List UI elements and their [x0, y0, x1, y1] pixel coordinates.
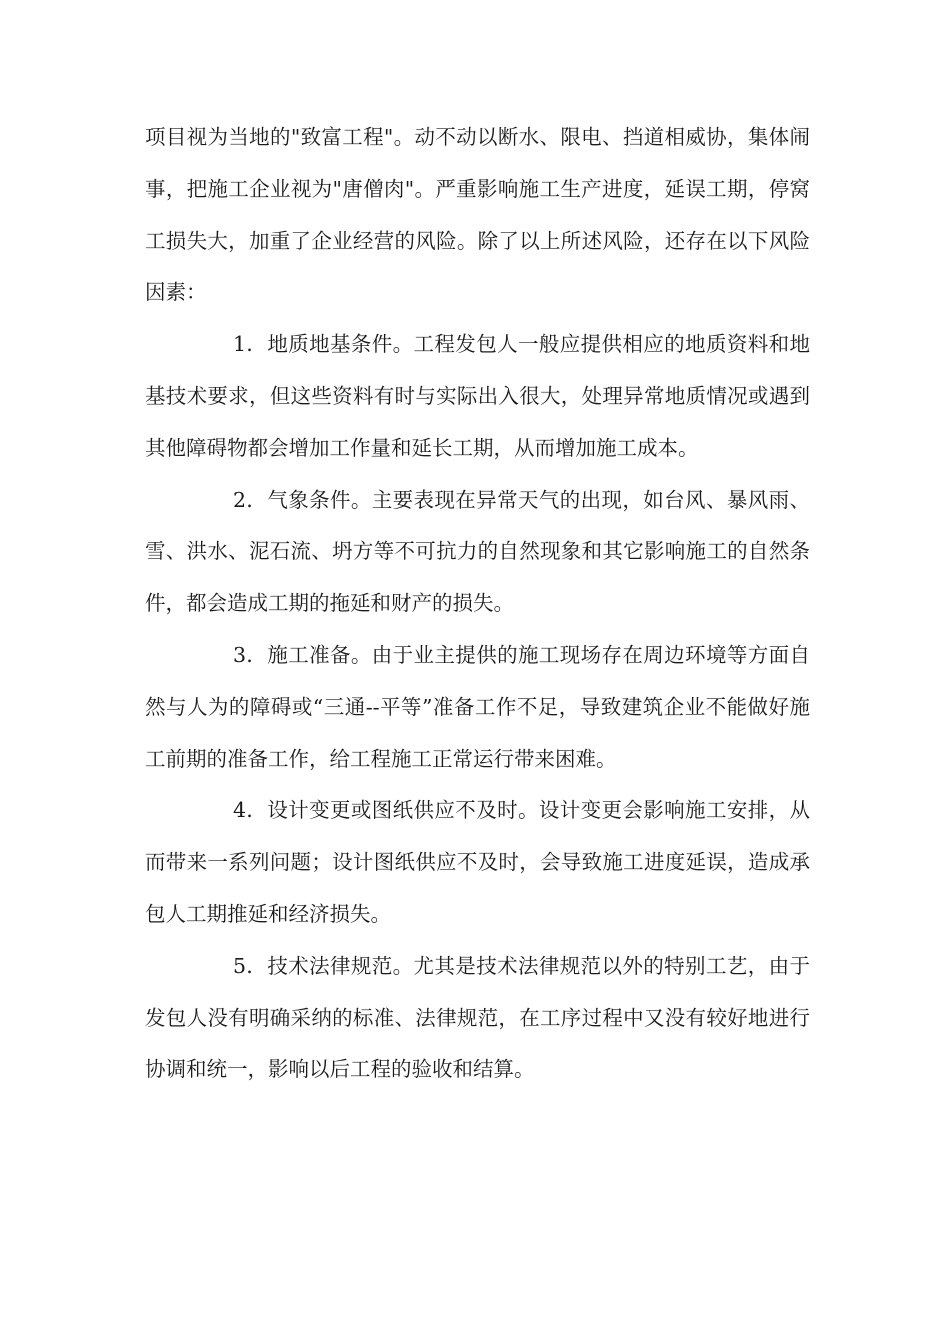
paragraph-continuation: 项目视为当地的"致富工程"。动不动以断水、限电、挡道相威协，集体闹事，把施工企业视为"唐僧肉"。严重影响施工生产进度，延误工期，停窝工损失大，加重了企业经营的风险。除了以上所述风险，还存在以下风险因素：	[145, 125, 810, 305]
paragraph-item-5-technical-norms: 5．技术法律规范。尤其是技术法律规范以外的特别工艺，由于发包人没有明确采纳的标准、法律规范，在工序过程中又没有较好地进行协调和统一，影响以后工程的验收和结算。	[145, 953, 810, 1082]
paragraph-item-2-weather: 2．气象条件。主要表现在异常天气的出现，如台风、暴风雨、雪、洪水、泥石流、坍方等不可抗力的自然现象和其它影响施工的自然条件，都会造成工期的拖延和财产的损失。	[145, 487, 810, 616]
paragraph-item-3-preparation: 3．施工准备。由于业主提供的施工现场存在周边环境等方面自然与人为的障碍或“三通--平等”准备工作不足，导致建筑企业不能做好施工前期的准备工作，给工程施工正常运行带来困难。	[145, 642, 810, 771]
paragraph-item-1-geology: 1．地质地基条件。工程发包人一般应提供相应的地质资料和地基技术要求，但这些资料有时与实际出入很大，处理异常地质情况或遇到其他障碍物都会增加工作量和延长工期，从而增加施工成本。	[145, 332, 810, 460]
paragraph-item-4-design-change: 4．设计变更或图纸供应不及时。设计变更会影响施工安排，从而带来一系列问题；设计图纸供应不及时，会导致施工进度延误，造成承包人工期推延和经济损失。	[145, 798, 810, 926]
document-body	[145, 112, 810, 1096]
